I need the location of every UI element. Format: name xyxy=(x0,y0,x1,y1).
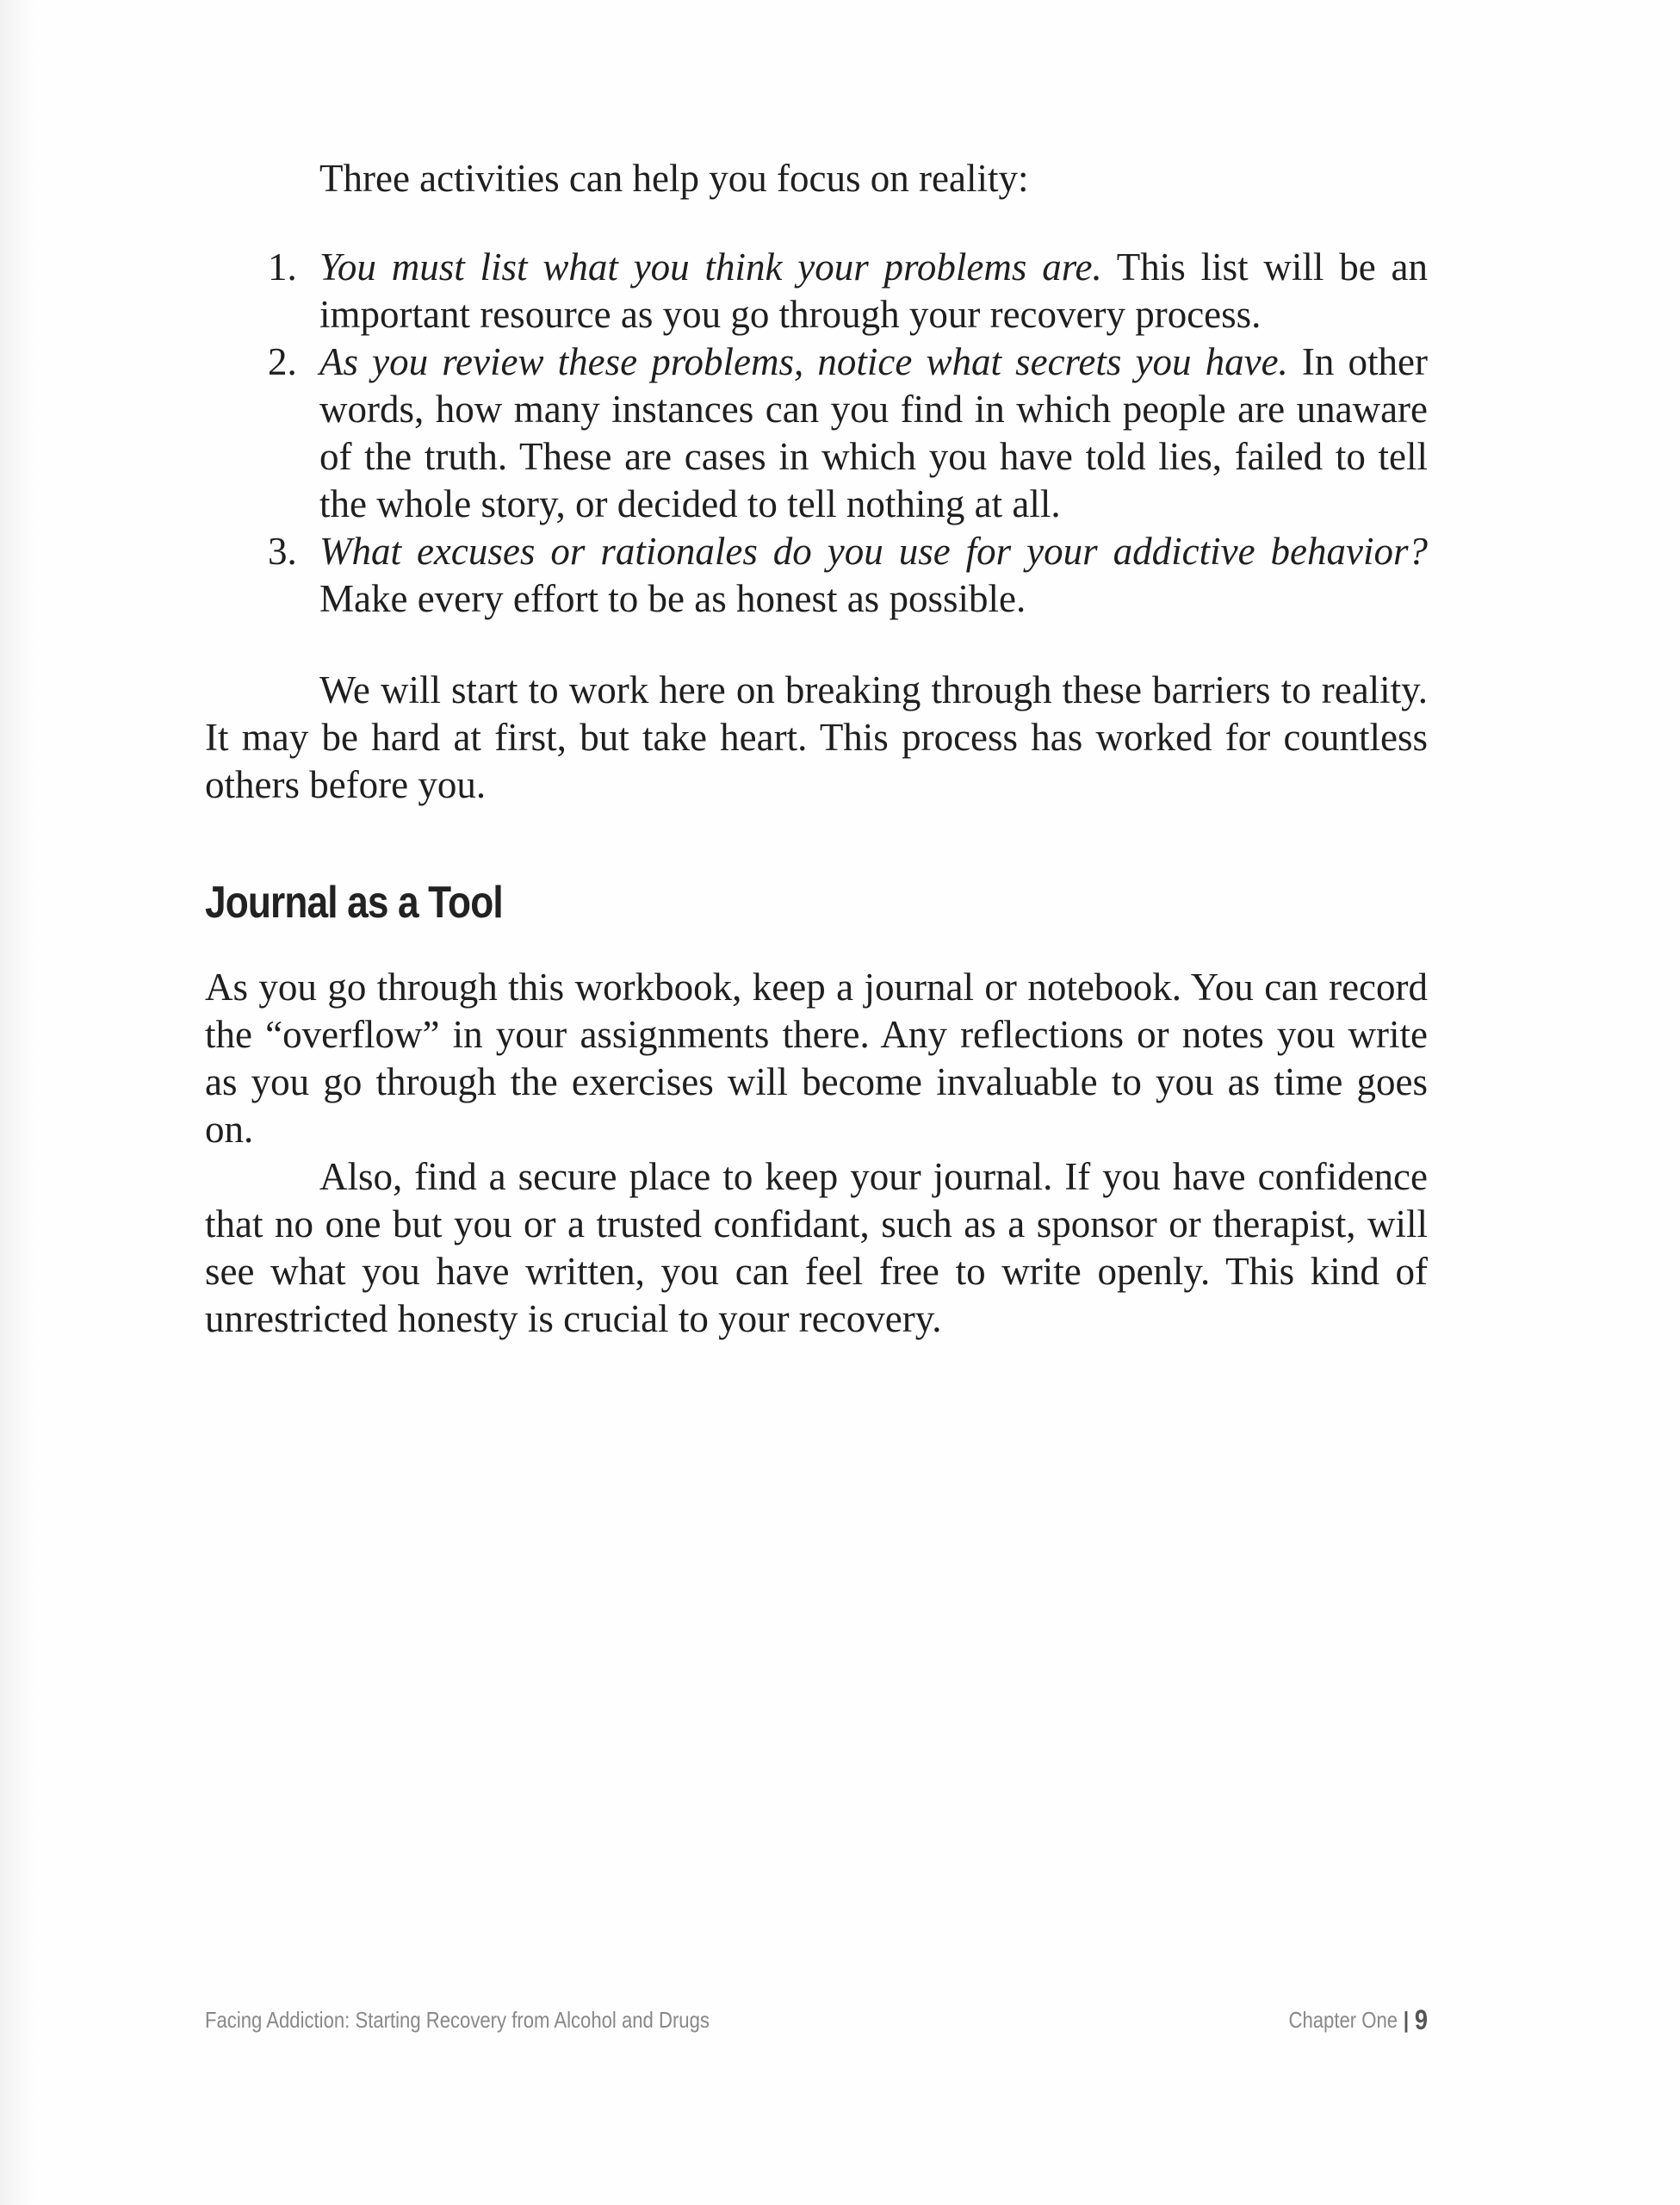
journal-paragraph-2: Also, find a secure place to keep your journal. If you have confidence that no one but you or a trusted confidant, such as a sponsor or therapist, will see what you have written, you can feel free to write openly. This kind of unrestricted honesty is crucial to your recovery. xyxy=(205,1155,1428,1340)
list-item-rest: This list will be an important resource as you go through your recovery process. xyxy=(319,245,1428,336)
list-item-emphasis: What excuses or rationales do you use for your addictive behavior? xyxy=(319,530,1428,573)
list-item-text xyxy=(319,528,1428,623)
list-item-emphasis: You must list what you think your problems are. xyxy=(319,245,1102,289)
list-item-emphasis: As you review these problems, notice what secrets you have. xyxy=(319,340,1288,383)
barriers-paragraph: We will start to work here on breaking through these barriers to reality. It may be hard at first, but take heart. This process has worked for countless others before you. xyxy=(205,668,1428,806)
list-item-rest: In other words, how many instances can you find in which people are unaware of the truth. These are cases in which you have told lies, failed to tell the whole story, or decided to tell nothing at all. xyxy=(319,340,1429,525)
page-edge-shadow xyxy=(0,0,34,2205)
list-item-text xyxy=(319,244,1428,339)
journal-paragraph-1: As you go through this workbook, keep a journal or notebook. You can record the “overflow” in your assignments there. Any reflections or notes you write as you go through the exercises will become invaluable to you as time goes on. xyxy=(205,966,1428,1151)
page-body xyxy=(205,155,1428,1343)
activity-list xyxy=(205,244,1428,623)
list-item xyxy=(205,339,1428,528)
page-footer xyxy=(205,2004,1428,2036)
list-item xyxy=(205,528,1428,623)
page-number: 9 xyxy=(1414,2004,1428,2035)
footer-separator: | xyxy=(1403,2007,1410,2033)
list-number: 1. xyxy=(268,245,297,289)
list-item-rest: Make every effort to be as honest as possible. xyxy=(319,577,1026,620)
intro-paragraph: Three activities can help you focus on reality: xyxy=(319,157,1029,200)
section-heading: Journal as a Tool xyxy=(205,878,503,928)
list-number: 3. xyxy=(268,530,297,573)
footer-chapter: Chapter One xyxy=(1288,2007,1398,2033)
list-number: 2. xyxy=(268,340,297,383)
spacer xyxy=(205,623,1428,667)
footer-chapter-info xyxy=(1289,2004,1428,2036)
list-item-text xyxy=(319,339,1428,528)
footer-book-title: Facing Addiction: Starting Recovery from Alcohol and Drugs xyxy=(205,2007,710,2033)
list-item xyxy=(205,244,1428,339)
